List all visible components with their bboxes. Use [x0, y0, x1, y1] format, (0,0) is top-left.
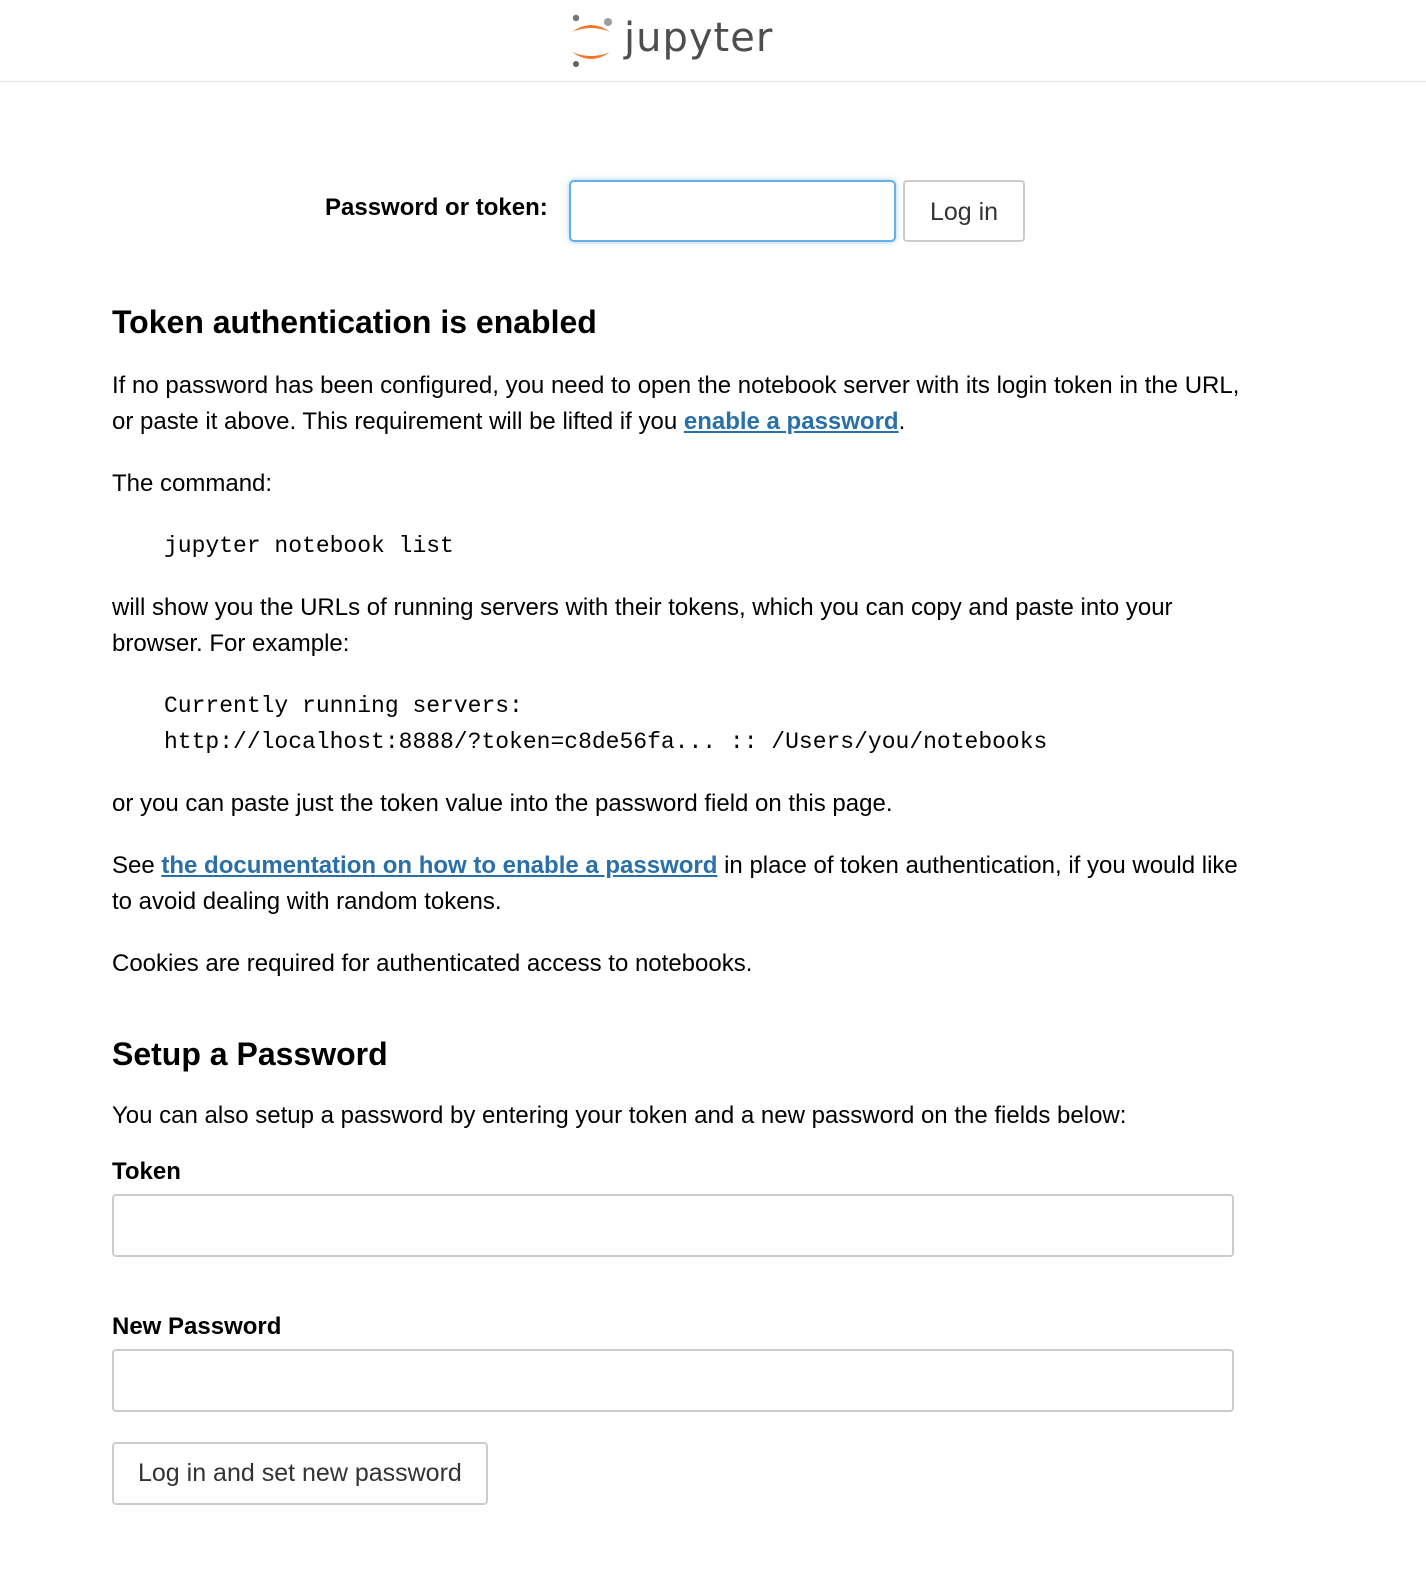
see-text: See — [112, 852, 162, 879]
example-line-2: http://localhost:8888/?token=c8de56fa... :: /Users/you/notebooks — [164, 729, 1048, 755]
password-or-token-label: Password or token: — [325, 194, 548, 221]
example-output — [112, 688, 1242, 760]
login-form — [0, 180, 1426, 244]
logo-text: jupyter — [624, 15, 774, 61]
documentation-link[interactable]: the documentation on how to enable a password — [161, 852, 718, 879]
cookies-paragraph: Cookies are required for authenticated access to notebooks. — [112, 950, 753, 977]
jupyter-logo[interactable] — [568, 10, 773, 72]
token-field-label: Token — [112, 1158, 181, 1185]
setup-password-heading: Setup a Password — [112, 1036, 388, 1072]
token-auth-heading: Token authentication is enabled — [112, 304, 597, 340]
see-end-text: in place of token authentication, if you would like to avoid dealing with random tokens. — [112, 852, 1238, 915]
command-label: The command: — [112, 470, 273, 497]
password-or-token-input[interactable] — [569, 180, 896, 242]
token-intro-end: . — [898, 408, 906, 435]
enable-password-link[interactable]: enable a password — [683, 408, 899, 435]
main-content — [112, 296, 1242, 1505]
jupyter-logo-icon — [568, 12, 614, 70]
log-in-button[interactable]: Log in — [903, 180, 1025, 242]
header — [0, 0, 1426, 82]
setup-description: You can also setup a password by entering your token and a new password on the fields below: — [112, 1102, 1127, 1129]
new-password-label: New Password — [112, 1313, 282, 1340]
token-intro-text: If no password has been configured, you need to open the notebook server with its login token in the URL, or paste it above. This requirement will be lifted if you — [112, 372, 1240, 435]
show-urls-paragraph: will show you the URLs of running servers with their tokens, which you can copy and paste into your browser. For example: — [112, 594, 1173, 657]
log-in-and-set-password-button[interactable]: Log in and set new password — [112, 1442, 488, 1505]
paste-token-paragraph: or you can paste just the token value into the password field on this page. — [112, 790, 893, 817]
command-code: jupyter notebook list — [164, 533, 454, 559]
token-field[interactable] — [112, 1194, 1234, 1257]
new-password-field[interactable] — [112, 1349, 1234, 1412]
documentation-paragraph — [112, 848, 1242, 920]
token-intro-paragraph — [112, 368, 1242, 440]
example-line-1: Currently running servers: — [164, 693, 523, 719]
